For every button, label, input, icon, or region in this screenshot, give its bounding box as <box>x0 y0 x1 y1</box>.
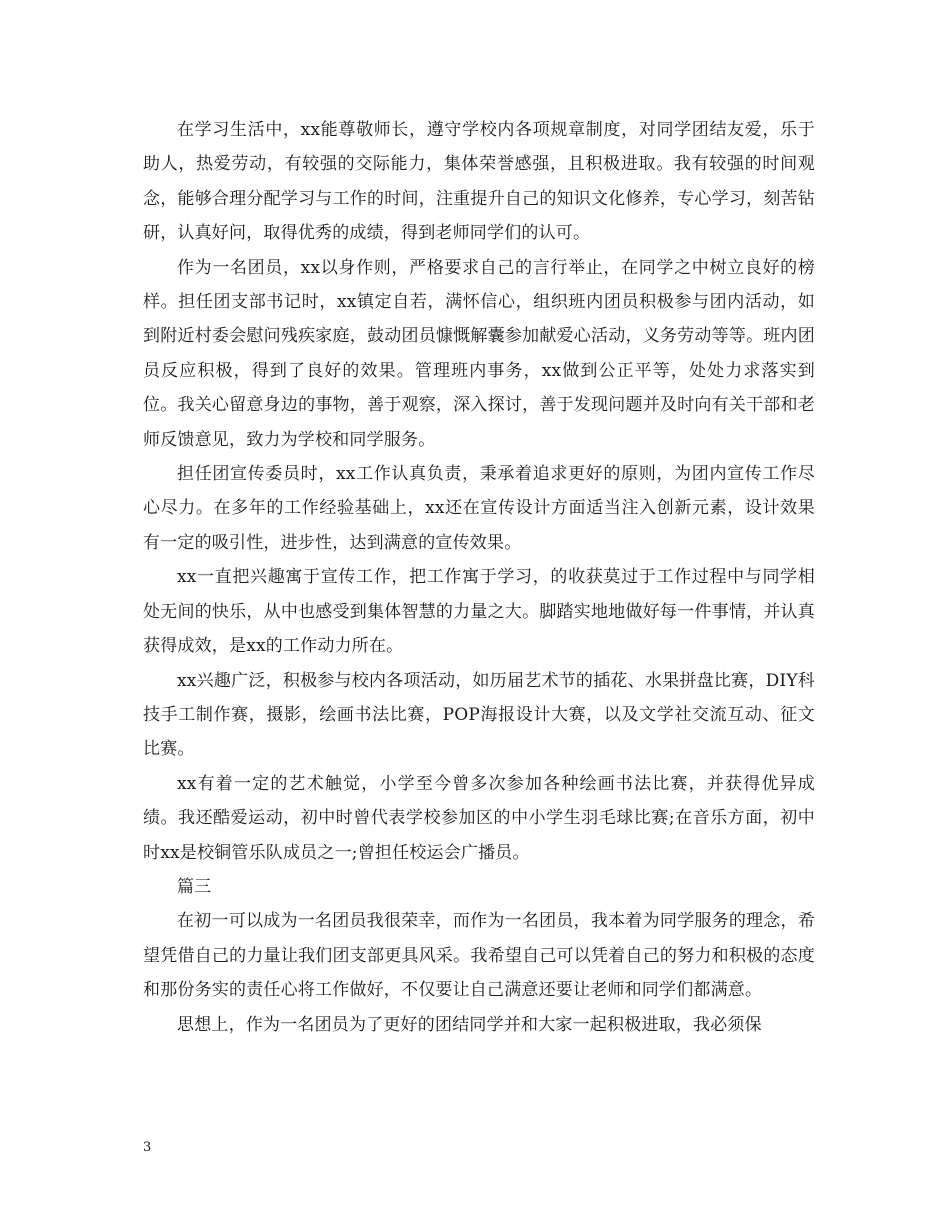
page-number: 3 <box>143 1140 152 1155</box>
paragraph-2: 作为一名团员，xx以身作则，严格要求自己的言行举止，在同学之中树立良好的榜样。担任团支部书记时，xx镇定自若，满怀信心，组织班内团员积极参与团内活动，如到附近村委会慰问残疾家庭，鼓动团员慷慨解囊参加献爱心活动，义务劳动等等。班内团员反应积极，得到了良好的效果。管理班内事务，xx做到公正平等，处处力求落实到位。我关心留意身边的事物，善于观察，深入探讨，善于发现问题并及时向有关干部和老师反馈意见，致力为学校和同学服务。 <box>143 257 815 450</box>
paragraph-6: xx有着一定的艺术触觉，小学至今曾多次参加各种绘画书法比赛，并获得优异成绩。我还酷爱运动，初中时曾代表学校参加区的中小学生羽毛球比赛;在音乐方面，初中时xx是校铜管乐队成员之一;曾担任校运会广播员。 <box>143 773 815 863</box>
document-body <box>143 113 815 1042</box>
paragraph-3: 担任团宣传委员时，xx工作认真负责，秉承着追求更好的原则，为团内宣传工作尽心尽力。在多年的工作经验基础上，xx还在宣传设计方面适当注入创新元素，设计效果有一定的吸引性，进步性，达到满意的宣传效果。 <box>143 464 815 553</box>
paragraph-5: xx兴趣广泛，积极参与校内各项活动，如历届艺术节的插花、水果拼盘比赛，DIY科技手工制作赛，摄影，绘画书法比赛，POP海报设计大赛，以及文学社交流互动、征文比赛。 <box>143 670 815 760</box>
paragraph-8: 思想上，作为一名团员为了更好的团结同学并和大家一起积极进取，我必须保 <box>177 1014 762 1035</box>
section-heading: 篇三 <box>177 876 212 897</box>
paragraph-1: 在学习生活中，xx能尊敬师长，遵守学校内各项规章制度，对同学团结友爱，乐于助人，热爱劳动，有较强的交际能力，集体荣誉感强，且积极进取。我有较强的时间观念，能够合理分配学习与工作的时间，注重提升自己的知识文化修养，专心学习，刻苦钻研，认真好问，取得优秀的成绩，得到老师同学们的认可。 <box>143 120 815 244</box>
paragraph-7: 在初一可以成为一名团员我很荣幸，而作为一名团员，我本着为同学服务的理念，希望凭借自己的力量让我们团支部更具风采。我希望自己可以凭着自己的努力和积极的态度和那份务实的责任心将工作做好，不仅要让自己满意还要让老师和同学们都满意。 <box>143 911 815 1001</box>
paragraph-4: xx一直把兴趣寓于宣传工作，把工作寓于学习，的收获莫过于工作过程中与同学相处无间的快乐，从中也感受到集体智慧的力量之大。脚踏实地地做好每一件事情，并认真获得成效，是xx的工作动力所在。 <box>143 567 815 657</box>
